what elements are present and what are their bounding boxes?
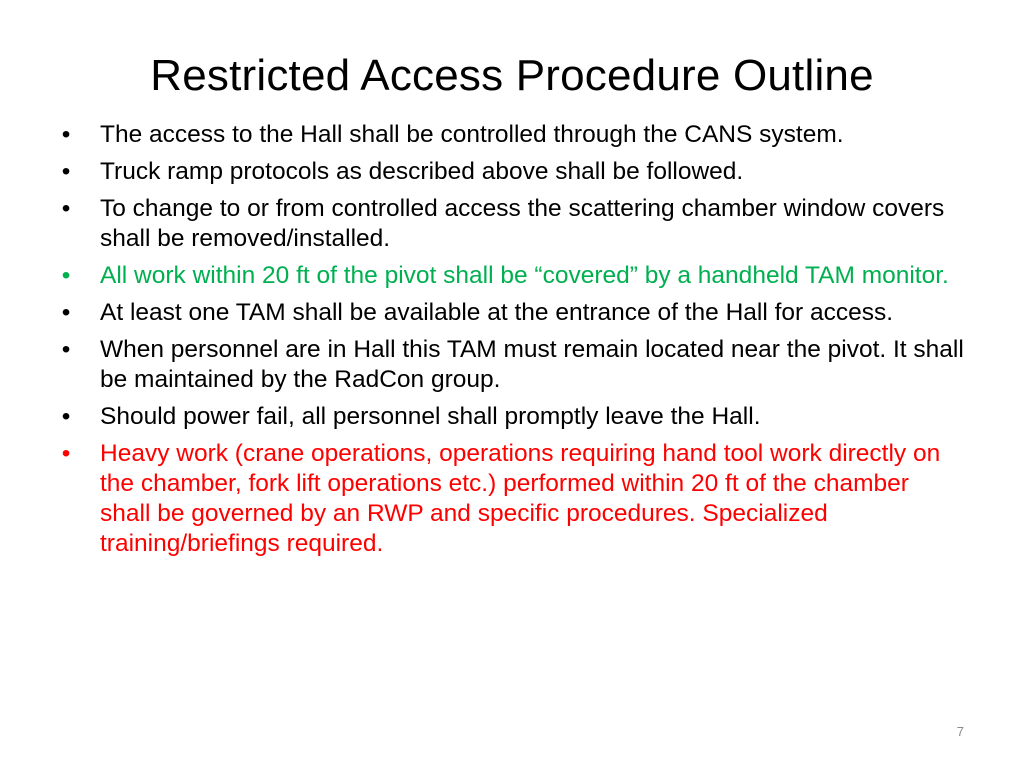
bullet-text: Should power fail, all personnel shall promptly leave the Hall. xyxy=(100,403,761,430)
bullet-marker: • xyxy=(61,262,71,289)
bullet-marker: • xyxy=(61,158,71,185)
bullet-text: The access to the Hall shall be controlled through the CANS system. xyxy=(100,121,844,148)
bullet-item-4 xyxy=(56,261,966,291)
bullet-text: Heavy work (crane operations, operations requiring hand tool work directly on the chamber, fork lift operations etc.) performed within 20 ft of the chamber shall be governed by an RWP and specific procedures. Specialized training/briefings required. xyxy=(100,440,941,557)
bullet-item-6 xyxy=(56,335,966,395)
bullet-text: At least one TAM shall be available at the entrance of the Hall for access. xyxy=(100,299,894,326)
bullet-text: To change to or from controlled access the scattering chamber window covers shall be removed/installed. xyxy=(100,195,945,252)
bullet-item-7 xyxy=(56,402,966,432)
bullet-item-5 xyxy=(56,298,966,328)
bullet-item-3 xyxy=(56,194,966,254)
bullet-item-8 xyxy=(56,439,966,559)
bullet-marker: • xyxy=(61,299,71,326)
bullet-item-2 xyxy=(56,157,966,187)
slide-title: Restricted Access Procedure Outline xyxy=(150,51,874,100)
bullet-list xyxy=(56,120,966,566)
bullet-marker: • xyxy=(61,440,71,467)
bullet-text: When personnel are in Hall this TAM must remain located near the pivot. It shall be maintained by the RadCon group. xyxy=(100,336,964,393)
bullet-text: All work within 20 ft of the pivot shall be “covered” by a handheld TAM monitor. xyxy=(100,262,949,289)
bullet-item-1 xyxy=(56,120,966,150)
slide-number: 7 xyxy=(956,724,964,739)
bullet-marker: • xyxy=(61,403,71,430)
bullet-marker: • xyxy=(61,121,71,148)
bullet-text: Truck ramp protocols as described above shall be followed. xyxy=(100,158,744,185)
bullet-marker: • xyxy=(61,336,71,363)
bullet-marker: • xyxy=(61,195,71,222)
